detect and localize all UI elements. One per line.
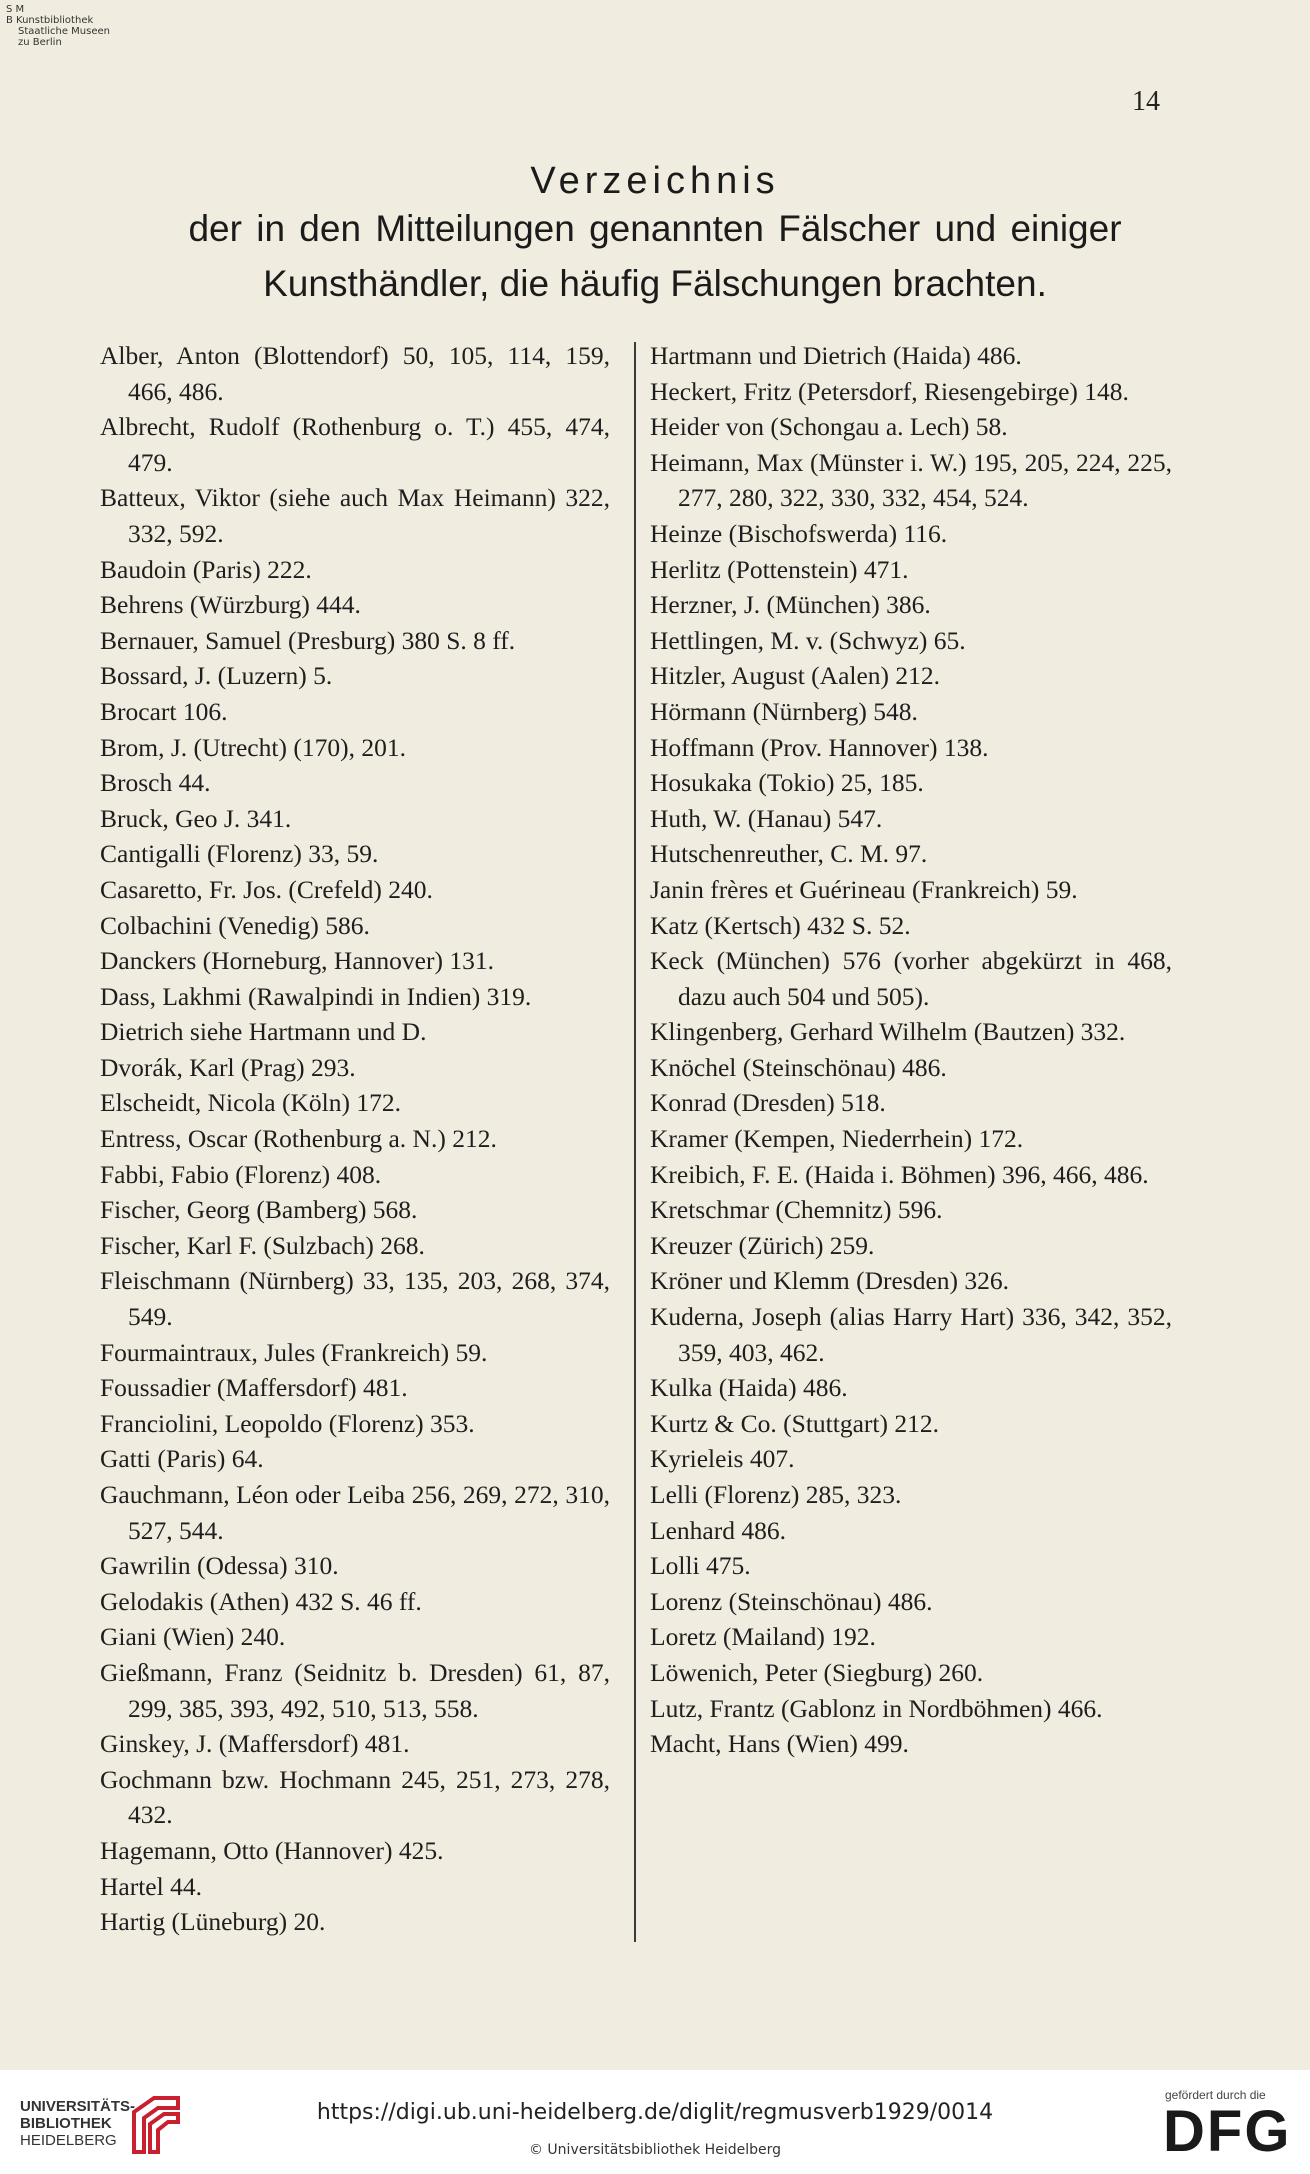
index-entry: Hettlingen, M. v. (Schwyz) 65.	[650, 625, 966, 655]
index-entry: Kröner und Klemm (Dresden) 326.	[650, 1266, 1010, 1296]
index-entry: Fourmaintraux, Jules (Frankreich) 59.	[100, 1337, 488, 1367]
index-entry: Cantigalli (Florenz) 33, 59.	[100, 839, 379, 869]
index-entry: Hutschenreuther, C. M. 97.	[650, 839, 928, 869]
index-entry: Loretz (Mailand) 192.	[650, 1622, 876, 1652]
index-entry: Elscheidt, Nicola (Köln) 172.	[100, 1088, 401, 1118]
index-entry: Entress, Oscar (Rothenburg a. N.) 212.	[100, 1124, 497, 1154]
index-entry: Kretschmar (Chemnitz) 596.	[650, 1195, 943, 1225]
funding-note: gefördert durch die	[1165, 2088, 1266, 2102]
library-name-line: UNIVERSITÄTS-	[20, 2098, 136, 2115]
index-entry: Hartmann und Dietrich (Haida) 486.	[650, 341, 1022, 370]
stamp-line: zu Berlin	[18, 37, 62, 48]
index-entry: Fischer, Georg (Bamberg) 568.	[100, 1195, 418, 1225]
index-entry: Gauchmann, Léon oder Leiba 256, 269, 272, 310, 527, 544.	[100, 1480, 610, 1545]
column-divider	[634, 342, 636, 1942]
university-library-logo-icon	[128, 2094, 184, 2154]
index-entry: Gelodakis (Athen) 432 S. 46 ff.	[100, 1586, 422, 1616]
library-name	[20, 2098, 135, 2149]
index-entry: Keck (München) 576 (vorher abgekürzt in 468, dazu auch 504 und 505).	[650, 946, 1172, 1011]
index-entry: Colbachini (Venedig) 586.	[100, 910, 370, 940]
page-number: 14	[1132, 86, 1160, 117]
index-entry: Kurtz & Co. (Stuttgart) 212.	[650, 1408, 939, 1438]
stamp-line: B Kunstbibliothek	[6, 15, 94, 26]
index-entry: Casaretto, Fr. Jos. (Crefeld) 240.	[100, 874, 433, 904]
index-entry: Heckert, Fritz (Petersdorf, Riesengebirge) 148.	[650, 376, 1129, 406]
page-subtitle-line1: der in den Mitteilungen genannten Fälscher und einiger	[188, 208, 1122, 249]
index-entry: Alber, Anton (Blottendorf) 50, 105, 114, 159, 466, 486.	[100, 341, 610, 406]
page-subtitle-line2: Kunsthändler, die häufig Fälschungen brachten.	[263, 263, 1047, 304]
index-entry: Klingenberg, Gerhard Wilhelm (Bautzen) 332.	[650, 1017, 1126, 1047]
index-column-right	[650, 338, 1172, 1762]
index-entry: Bernauer, Samuel (Presburg) 380 S. 8 ff.	[100, 625, 516, 655]
library-name-line: HEIDELBERG	[20, 2132, 117, 2149]
index-entry: Ginskey, J. (Maffersdorf) 481.	[100, 1729, 410, 1759]
index-entry: Knöchel (Steinschönau) 486.	[650, 1052, 947, 1082]
index-entry: Lelli (Florenz) 285, 323.	[650, 1480, 902, 1509]
index-entry: Dvorák, Karl (Prag) 293.	[100, 1052, 356, 1082]
index-entry: Kreibich, F. E. (Haida i. Böhmen) 396, 466, 486.	[650, 1159, 1149, 1189]
index-entry: Huth, W. (Hanau) 547.	[650, 803, 883, 833]
index-entry: Behrens (Würzburg) 444.	[100, 590, 361, 620]
index-entry: Batteux, Viktor (siehe auch Max Heimann) 322, 332, 592.	[100, 483, 610, 548]
index-entry: Kulka (Haida) 486.	[650, 1373, 848, 1403]
index-entry: Fischer, Karl F. (Sulzbach) 268.	[100, 1230, 425, 1260]
index-entry: Herzner, J. (München) 386.	[650, 590, 931, 620]
library-name-line: BIBLIOTHEK	[20, 2115, 112, 2132]
index-entry: Hagemann, Otto (Hannover) 425.	[100, 1835, 444, 1865]
copyright-notice: © Universitätsbibliothek Heidelberg	[528, 2142, 781, 2158]
index-entry: Giani (Wien) 240.	[100, 1622, 286, 1652]
index-entry: Katz (Kertsch) 432 S. 52.	[650, 910, 911, 940]
index-entry: Baudoin (Paris) 222.	[100, 554, 312, 584]
index-entry: Hartig (Lüneburg) 20.	[100, 1907, 326, 1937]
library-stamp	[6, 4, 110, 48]
viewer-footer	[0, 2070, 1310, 2174]
index-entry: Kreuzer (Zürich) 259.	[650, 1230, 875, 1260]
index-entry: Heinze (Bischofswerda) 116.	[650, 518, 948, 548]
index-entry: Franciolini, Leopoldo (Florenz) 353.	[100, 1408, 475, 1438]
stamp-line: S M	[6, 4, 25, 15]
index-entry: Fleischmann (Nürnberg) 33, 135, 203, 268, 374, 549.	[100, 1266, 610, 1332]
permalink-url[interactable]: https://digi.ub.uni-heidelberg.de/diglit/regmusverb1929/0014	[316, 2100, 994, 2125]
index-entry: Herlitz (Pottenstein) 471.	[650, 554, 909, 584]
dfg-logo: DFG	[1163, 2099, 1292, 2164]
index-entry: Hörmann (Nürnberg) 548.	[650, 696, 918, 726]
index-entry: Hosukaka (Tokio) 25, 185.	[650, 768, 924, 798]
index-entry: Fabbi, Fabio (Florenz) 408.	[100, 1159, 382, 1189]
index-entry: Hartel 44.	[100, 1871, 202, 1901]
index-entry: Kuderna, Joseph (alias Harry Hart) 336, 342, 352, 359, 403, 462.	[650, 1302, 1172, 1367]
index-entry: Foussadier (Maffersdorf) 481.	[100, 1373, 408, 1403]
index-entry: Hoffmann (Prov. Hannover) 138.	[650, 732, 989, 762]
index-entry: Kramer (Kempen, Niederrhein) 172.	[650, 1124, 1024, 1154]
index-entry: Bruck, Geo J. 341.	[100, 803, 292, 833]
index-entry: Brocart 106.	[100, 696, 228, 726]
index-entry: Danckers (Horneburg, Hannover) 131.	[100, 946, 494, 976]
index-entry: Hitzler, August (Aalen) 212.	[650, 661, 941, 691]
index-entry: Lorenz (Steinschönau) 486.	[650, 1586, 933, 1616]
index-entry: Brosch 44.	[100, 768, 211, 798]
index-entry: Albrecht, Rudolf (Rothenburg o. T.) 455, 474, 479.	[100, 412, 610, 477]
index-entry: Heimann, Max (Münster i. W.) 195, 205, 224, 225, 277, 280, 322, 330, 332, 454, 524.	[650, 447, 1172, 513]
index-entry: Janin frères et Guérineau (Frankreich) 59.	[650, 874, 1078, 904]
index-entry: Gochmann bzw. Hochmann 245, 251, 273, 278, 432.	[100, 1764, 610, 1830]
index-entry: Bossard, J. (Luzern) 5.	[100, 661, 333, 691]
index-entry: Lolli 475.	[650, 1551, 751, 1581]
index-entry: Dass, Lakhmi (Rawalpindi in Indien) 319.	[100, 981, 532, 1011]
page-title: Verzeichnis	[530, 160, 780, 202]
index-entry: Brom, J. (Utrecht) (170), 201.	[100, 732, 406, 762]
index-column-left	[100, 338, 610, 1940]
index-entry: Dietrich siehe Hartmann und D.	[100, 1017, 427, 1047]
index-entry: Gatti (Paris) 64.	[100, 1444, 264, 1474]
index-entry: Lutz, Frantz (Gablonz in Nordböhmen) 466.	[650, 1693, 1103, 1723]
index-entry: Macht, Hans (Wien) 499.	[650, 1729, 909, 1759]
index-entry: Gawrilin (Odessa) 310.	[100, 1551, 339, 1581]
index-entry: Lenhard 486.	[650, 1515, 786, 1545]
index-entry: Konrad (Dresden) 518.	[650, 1088, 886, 1118]
index-entry: Gießmann, Franz (Seidnitz b. Dresden) 61, 87, 299, 385, 393, 492, 510, 513, 558.	[100, 1657, 610, 1723]
index-entry: Heider von (Schongau a. Lech) 58.	[650, 412, 1008, 442]
stamp-line: Staatliche Museen	[18, 26, 110, 37]
index-entry: Kyrieleis 407.	[650, 1444, 795, 1474]
index-entry: Löwenich, Peter (Siegburg) 260.	[650, 1657, 984, 1687]
